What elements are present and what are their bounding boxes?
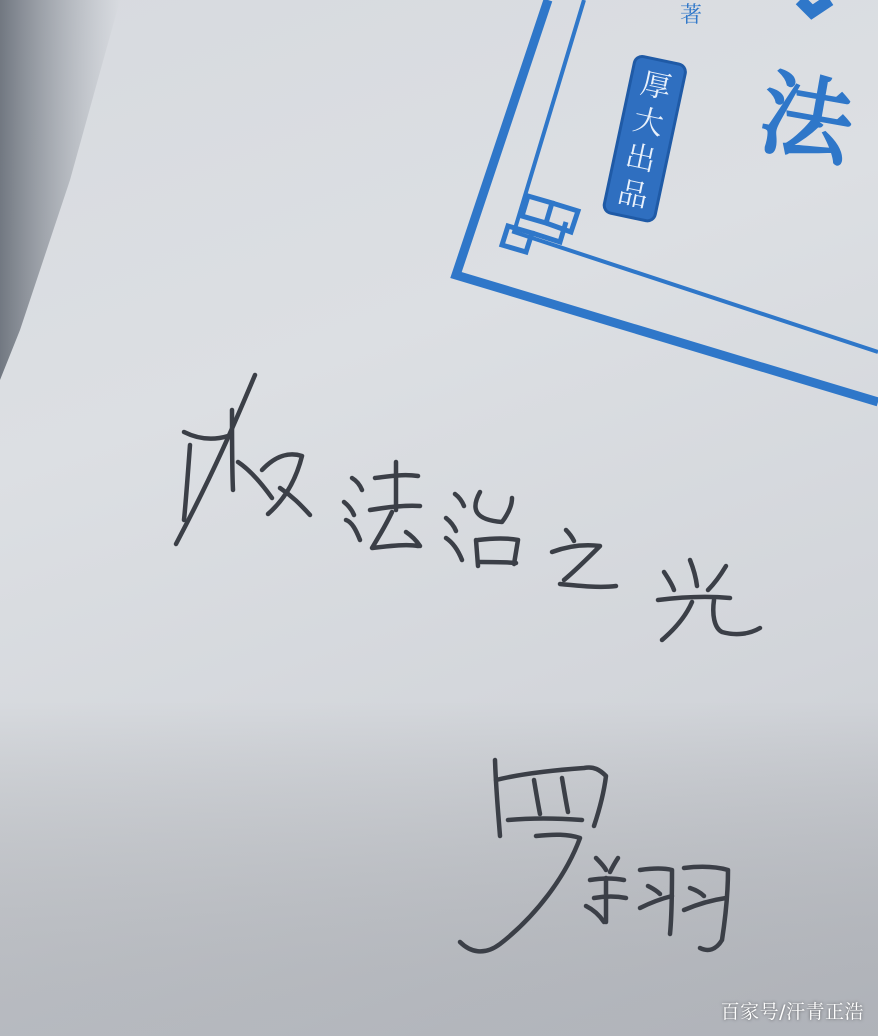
dedication-char-zuo (176, 375, 310, 544)
signature-luoxiang (460, 760, 728, 951)
dedication-char-zhi (446, 492, 518, 566)
seal-char: 厚 (637, 66, 675, 107)
dedication-char-fa (344, 462, 420, 548)
dedication-char-zhi2 (552, 530, 616, 587)
dedication-char-guang (658, 560, 760, 640)
author-mark-fragment: 著 (680, 3, 703, 28)
seal-char: 大 (629, 102, 667, 143)
watermark-text: 百家号/汗青正浩 (720, 1001, 864, 1023)
seal-char: 出 (622, 138, 659, 179)
seal-char: 品 (614, 174, 652, 216)
book-title-fragment: 法 (751, 58, 862, 181)
